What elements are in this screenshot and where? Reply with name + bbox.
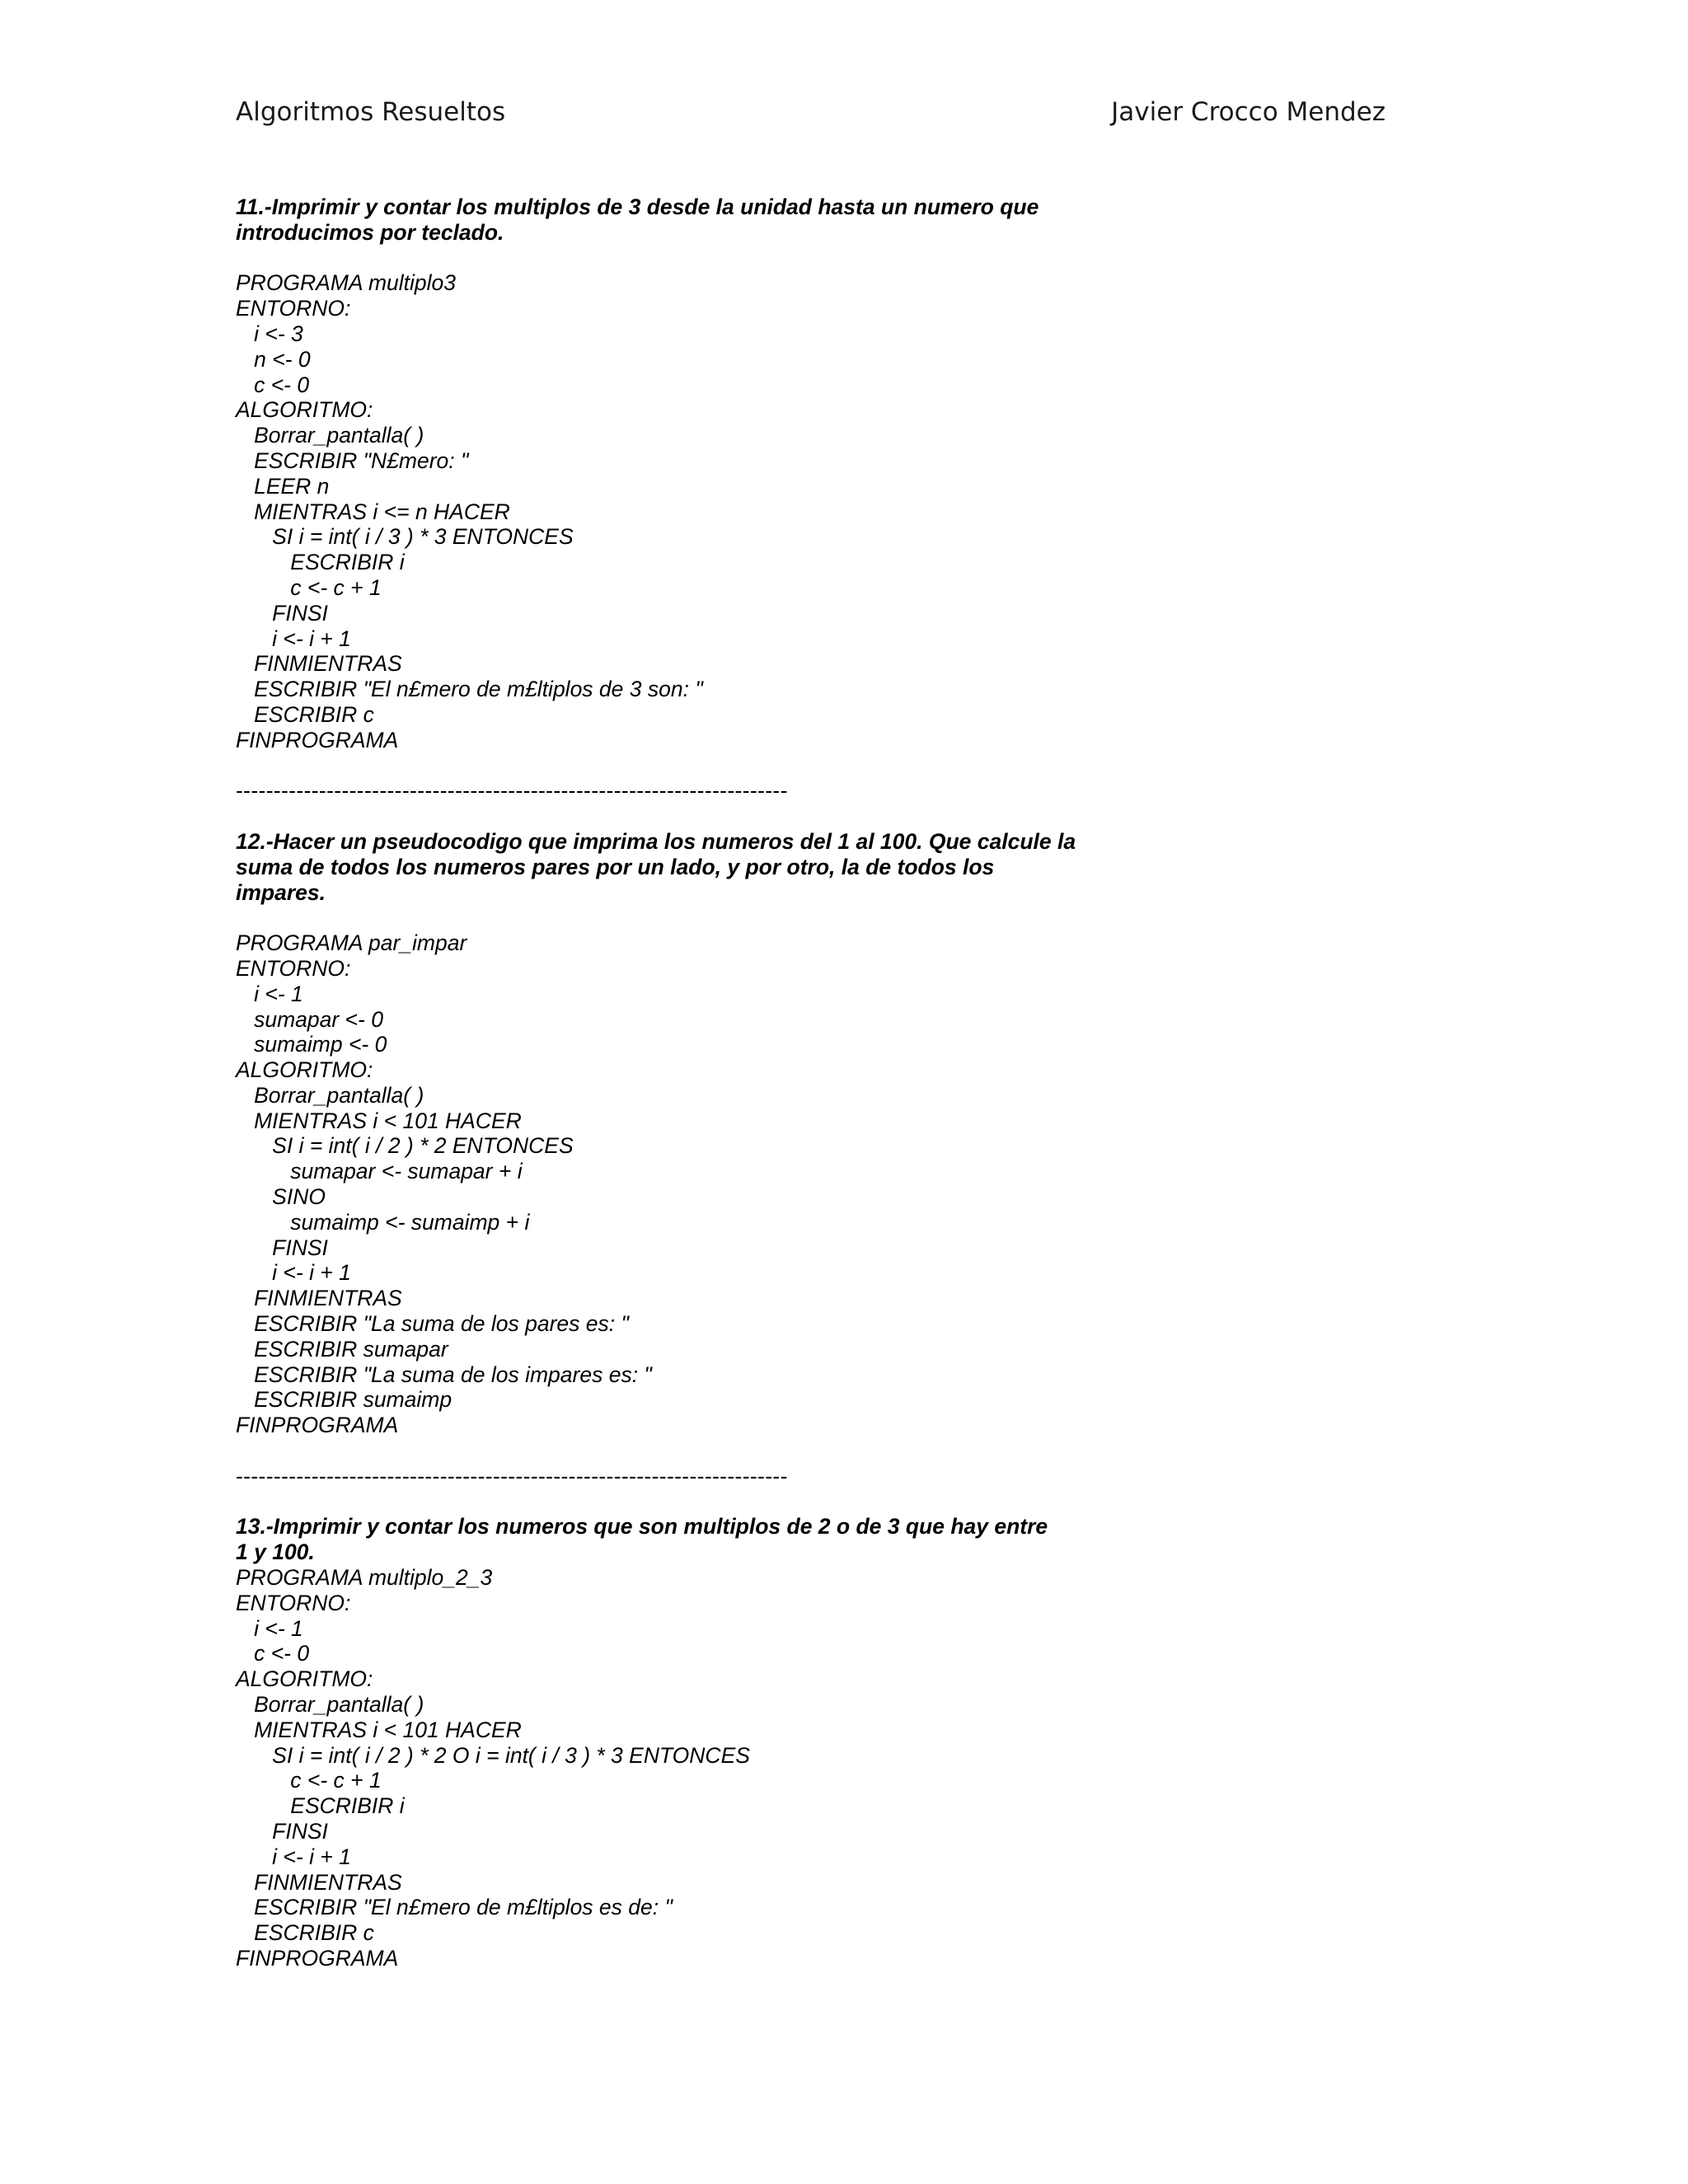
exercise-title-line: introducimos por teclado. [236, 219, 504, 245]
blank-line [236, 753, 1142, 779]
pseudocode-line: ENTORNO: [236, 296, 351, 321]
pseudocode-line: PROGRAMA multiplo_2_3 [236, 1565, 493, 1591]
pseudocode-line: ALGORITMO: [236, 1057, 373, 1083]
pseudocode-line: ENTORNO: [236, 1590, 351, 1615]
pseudocode-line: c <- c + 1 [236, 574, 382, 600]
blank-line [236, 1438, 1142, 1464]
pseudocode-line: MIENTRAS i < 101 HACER [236, 1717, 522, 1742]
exercise-title-line: 12.-Hacer un pseudocodigo que imprima los numeros del 1 al 100. Que calcule la [236, 828, 1076, 854]
pseudocode-line: n <- 0 [236, 346, 311, 372]
blank-line [236, 804, 1142, 829]
pseudocode-line: FINPROGRAMA [236, 1945, 399, 1971]
pseudocode-line: sumaimp <- sumaimp + i [236, 1209, 530, 1235]
exercise-title-line: 11.-Imprimir y contar los multiplos de 3 desde la unidad hasta un numero que [236, 194, 1039, 219]
exercise-title-line: impares. [236, 879, 326, 905]
blank-line [236, 905, 1142, 930]
pseudocode-line: ESCRIBIR "El n£mero de m£ltiplos es de: " [236, 1895, 673, 1920]
pseudocode-line: i <- 3 [236, 321, 303, 346]
section-separator: ------------------------------------------------------------------------- [236, 778, 788, 804]
pseudocode-line: ESCRIBIR "N£mero: " [236, 448, 469, 473]
header-title: Algoritmos Resueltos [236, 97, 506, 127]
pseudocode-line: MIENTRAS i <= n HACER [236, 499, 510, 524]
exercise-section [236, 194, 1142, 753]
pseudocode-line: FINSI [236, 1819, 328, 1844]
pseudocode-line: ALGORITMO: [236, 397, 373, 423]
pseudocode-line: PROGRAMA multiplo3 [236, 270, 457, 296]
pseudocode-line: sumapar <- 0 [236, 1006, 383, 1032]
pseudocode-line: c <- 0 [236, 1641, 310, 1666]
exercise-title-line: suma de todos los numeros pares por un lado, y por otro, la de todos los [236, 854, 995, 879]
pseudocode-line: c <- c + 1 [236, 1768, 382, 1793]
pseudocode-line: ESCRIBIR c [236, 1920, 374, 1946]
pseudocode-line: LEER n [236, 473, 330, 499]
document-body [236, 194, 1142, 1971]
pseudocode-line: c <- 0 [236, 372, 310, 397]
header-author: Javier Crocco Mendez [1111, 97, 1386, 127]
exercise-title-line: 13.-Imprimir y contar los numeros que son multiplos de 2 o de 3 que hay entre [236, 1514, 1048, 1540]
pseudocode-line: FINSI [236, 1235, 328, 1260]
pseudocode-line: i <- 1 [236, 1615, 303, 1641]
pseudocode-line: ESCRIBIR i [236, 1793, 405, 1819]
exercise-title-line: 1 y 100. [236, 1540, 315, 1565]
blank-line [236, 1489, 1142, 1515]
pseudocode-line: PROGRAMA par_impar [236, 930, 467, 956]
pseudocode-line: ESCRIBIR i [236, 550, 405, 575]
pseudocode-line: Borrar_pantalla( ) [236, 1082, 424, 1108]
pseudocode-line: i <- i + 1 [236, 626, 351, 651]
pseudocode-line: ESCRIBIR "La suma de los impares es: " [236, 1361, 652, 1387]
pseudocode-line: Borrar_pantalla( ) [236, 1692, 424, 1718]
pseudocode-line: ESCRIBIR c [236, 701, 374, 727]
pseudocode-line: ESCRIBIR sumaimp [236, 1387, 452, 1413]
pseudocode-line: FINSI [236, 600, 328, 626]
pseudocode-line: i <- i + 1 [236, 1844, 351, 1869]
section-separator: ------------------------------------------------------------------------- [236, 1463, 788, 1488]
exercise-section [236, 1514, 1142, 1971]
pseudocode-line: SI i = int( i / 2 ) * 2 O i = int( i / 3 ) * 3 ENTONCES [236, 1742, 750, 1768]
pseudocode-line: SI i = int( i / 2 ) * 2 ENTONCES [236, 1133, 574, 1159]
pseudocode-line: MIENTRAS i < 101 HACER [236, 1108, 522, 1133]
pseudocode-line: ESCRIBIR sumapar [236, 1336, 448, 1361]
pseudocode-line: i <- 1 [236, 981, 303, 1006]
pseudocode-line: SINO [236, 1184, 326, 1210]
pseudocode-line: i <- i + 1 [236, 1260, 351, 1286]
pseudocode-line: ALGORITMO: [236, 1666, 373, 1692]
pseudocode-line: FINMIENTRAS [236, 1286, 402, 1311]
pseudocode-line: sumapar <- sumapar + i [236, 1159, 523, 1184]
exercise-section [236, 829, 1142, 1438]
pseudocode-line: ENTORNO: [236, 955, 351, 981]
pseudocode-line: Borrar_pantalla( ) [236, 423, 424, 448]
pseudocode-line: ESCRIBIR "El n£mero de m£ltiplos de 3 son: " [236, 677, 703, 702]
pseudocode-line: FINMIENTRAS [236, 651, 402, 677]
pseudocode-line: FINMIENTRAS [236, 1869, 402, 1895]
pseudocode-line: FINPROGRAMA [236, 1413, 399, 1438]
blank-line [236, 246, 1142, 271]
pseudocode-line: FINPROGRAMA [236, 727, 399, 752]
pseudocode-line: sumaimp <- 0 [236, 1032, 387, 1057]
pseudocode-line: ESCRIBIR "La suma de los pares es: " [236, 1311, 629, 1337]
pseudocode-line: SI i = int( i / 3 ) * 3 ENTONCES [236, 524, 574, 550]
